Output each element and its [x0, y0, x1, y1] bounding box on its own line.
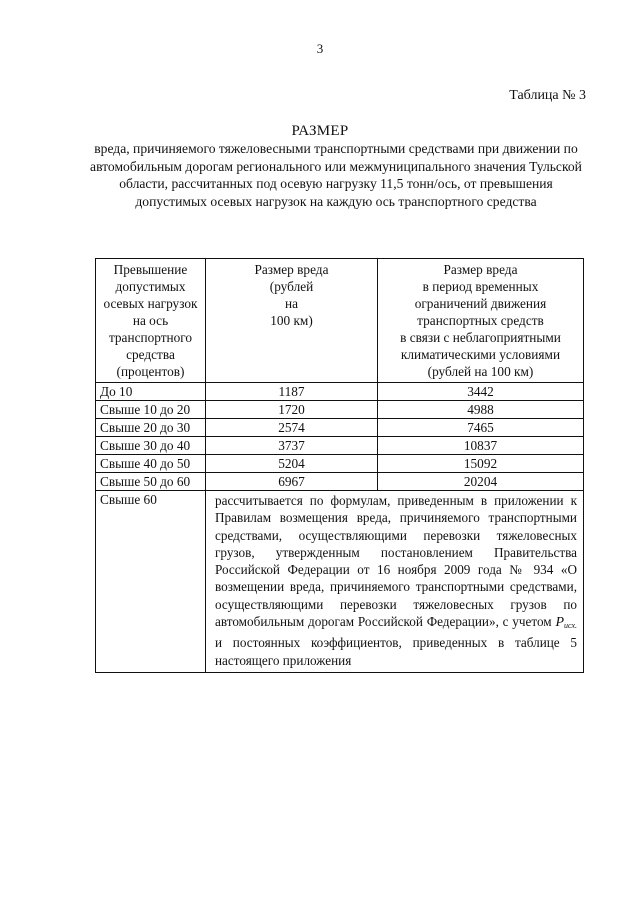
document-title: РАЗМЕР	[291, 123, 349, 139]
overload-range-cell: Свыше 40 до 50	[96, 455, 206, 473]
overload-range-cell: Свыше 30 до 40	[96, 437, 206, 455]
table-header-row	[96, 259, 584, 383]
harm-value-cell: 1720	[206, 401, 378, 419]
overload-range-cell: Свыше 10 до 20	[96, 401, 206, 419]
overload-range-cell: Свыше 60	[96, 491, 206, 673]
overload-range-cell: Свыше 50 до 60	[96, 473, 206, 491]
overload-range-cell: Свыше 20 до 30	[96, 419, 206, 437]
p-initial-subscript: исх.	[564, 621, 578, 631]
formula-note-tail: и постоянных коэффициентов, приведенных в таблице 5 настоящего приложения	[215, 635, 577, 668]
harm-seasonal-value-cell: 7465	[378, 419, 584, 437]
table-row	[96, 419, 584, 437]
header-harm-amount: Размер вреда (рублей на 100 км)	[206, 259, 378, 383]
header-harm-amount-seasonal: Размер вреда в период временных ограничений движения транспортных средств в связи с неблагоприятными климатическими условиями (рублей на 100 км)	[378, 259, 584, 383]
formula-note-cell	[206, 491, 584, 673]
table-row-over-60	[96, 491, 584, 673]
table-row	[96, 455, 584, 473]
harm-value-cell: 5204	[206, 455, 378, 473]
harm-value-cell: 6967	[206, 473, 378, 491]
table-row	[96, 473, 584, 491]
harm-seasonal-value-cell: 4988	[378, 401, 584, 419]
harm-value-cell: 1187	[206, 383, 378, 401]
harm-seasonal-value-cell: 20204	[378, 473, 584, 491]
formula-note-text: рассчитывается по формулам, приведенным в приложении к Правилам возмещения вреда, причиняемого транспортными средствами, осуществляющими перевозки тяжеловесных грузов, утвержденным постановлением Правительства Российской Федерации от 16 ноября 2009 года № 934 «О возмещении вреда, причиняемого транспортными средствами, осуществляющими перевозки тяжеловесных грузов по автомобильным дорогам Российской Федерации», с учетом	[215, 493, 577, 630]
harm-table-body	[96, 259, 584, 673]
harm-table	[95, 258, 584, 673]
page-number: 3	[316, 41, 324, 56]
table-row	[96, 437, 584, 455]
harm-seasonal-value-cell: 15092	[378, 455, 584, 473]
harm-seasonal-value-cell: 3442	[378, 383, 584, 401]
harm-value-cell: 3737	[206, 437, 378, 455]
harm-value-cell: 2574	[206, 419, 378, 437]
table-row	[96, 401, 584, 419]
table-row	[96, 383, 584, 401]
document-subtitle: вреда, причиняемого тяжеловесными транспортными средствами при движении по автомобильным дорогам регионального или межмуниципального значения Тульской области, рассчитанных под осевую нагрузку 11,5 тонн/ось, от превышения допустимых осевых нагрузок на каждую ось транспортного средства	[90, 141, 582, 209]
header-overload-percent: Превышение допустимых осевых нагрузок на ось транспортного средства (процентов)	[96, 259, 206, 383]
p-initial-symbol: P	[555, 615, 565, 631]
table-label: Таблица № 3	[509, 88, 586, 103]
overload-range-cell: До 10	[96, 383, 206, 401]
harm-seasonal-value-cell: 10837	[378, 437, 584, 455]
